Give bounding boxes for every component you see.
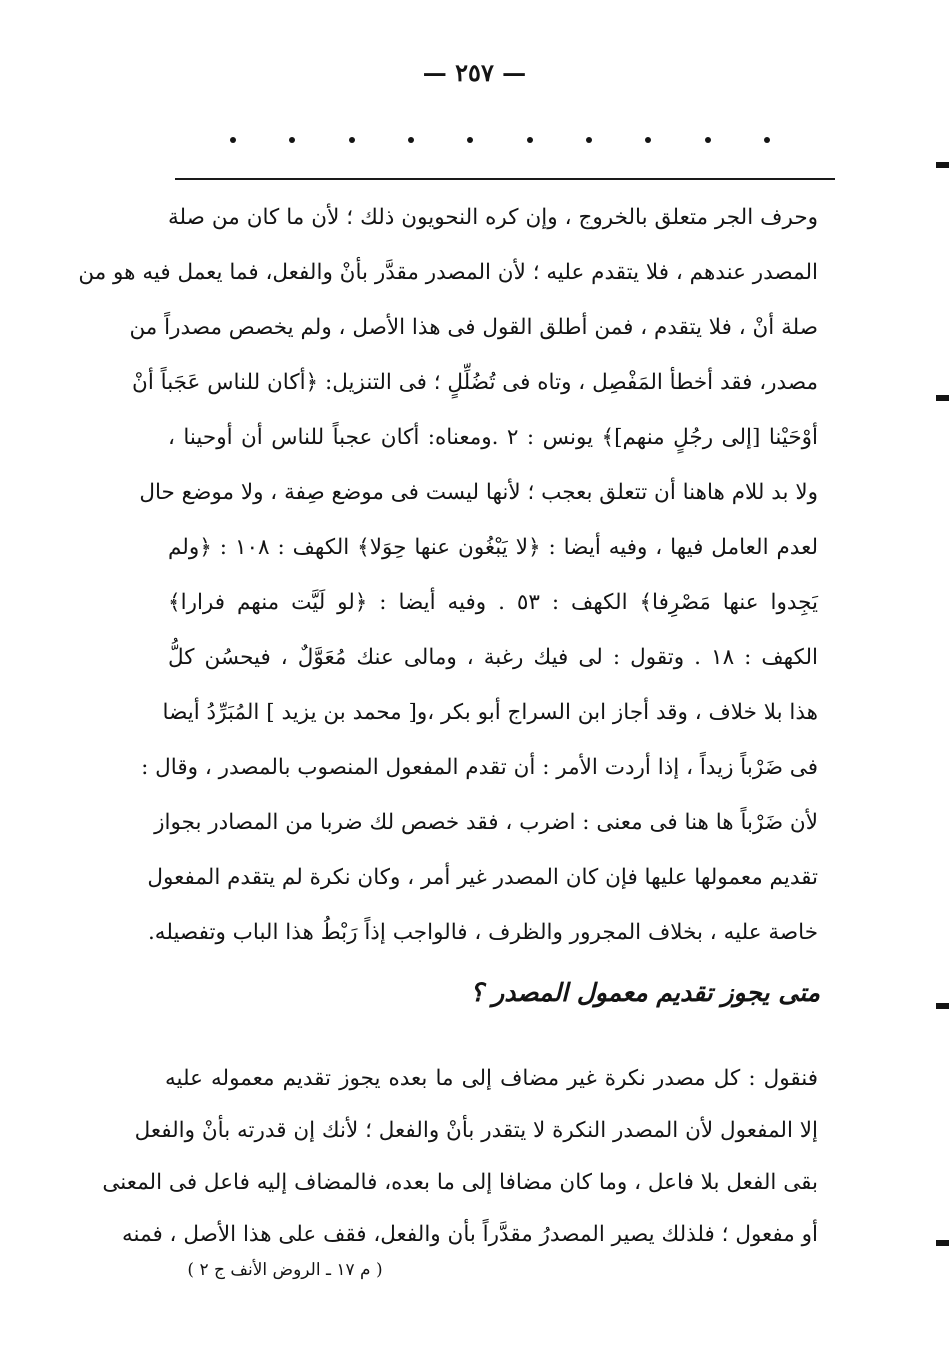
header-rule	[175, 178, 835, 180]
separator-dot	[467, 137, 473, 143]
text-line: وحرف الجر متعلق بالخروج ، وإن كره النحويون ذلك ؛ لأن ما كان من صلة	[168, 205, 818, 230]
text-line: أو مفعول ؛ فلذلك يصير المصدرُ مقدَّراً بأن والفعل، فقف على هذا الأصل ، فمنه	[122, 1222, 818, 1247]
margin-mark	[936, 395, 949, 401]
text-line: مصدر، فقد أخطأ المَفْصِل ، وتاه فى تُضُلِّلٍ ؛ فى التنزيل: ﴿أكان للناس عَجَباً أنْ	[132, 370, 818, 395]
margin-mark	[936, 1240, 949, 1246]
separator-dots	[230, 137, 770, 143]
text-line: إلا المفعول لأن المصدر النكرة لا يتقدر بأنْ والفعل ؛ لأنك إن قدرته بأنْ والفعل	[134, 1118, 818, 1143]
paragraph-2	[102, 1053, 818, 1261]
text-line: فنقول : كل مصدر نكرة غير مضاف إلى ما بعده يجوز تقديم معموله عليه	[165, 1066, 818, 1091]
separator-dot	[349, 137, 355, 143]
separator-dot	[764, 137, 770, 143]
separator-dot	[527, 137, 533, 143]
text-line: المصدر عندهم ، فلا يتقدم عليه ؛ لأن المصدر مقدَّر بأنْ والفعل، فما يعمل فيه هو من	[78, 260, 818, 285]
text-line: صلة أنْ ، فلا يتقدم ، فمن أطلق القول فى هذا الأصل ، ولم يخصص مصدراً من	[129, 315, 818, 340]
separator-dot	[586, 137, 592, 143]
text-line: الكهف : ١٨ . وتقول : لى فيك رغبة ، ومالى عنك مُعَوَّلٌ ، فيحسُن كلُّ	[168, 645, 818, 670]
footer-reference: ( م ١٧ ـ الروض الأنف ج ٢ )	[187, 1260, 383, 1280]
text-line: فى ضَرْباً زيداً ، إذا أردت الأمر : أن تقدم المفعول المنصوب بالمصدر ، وقال :	[141, 755, 818, 780]
text-line: بقى الفعل بلا فاعل ، وما كان مضافا إلى ما بعده، فالمضاف إليه فاعل فى المعنى	[102, 1170, 818, 1195]
text-line: لعدم العامل فيها ، وفيه أيضا : ﴿لا يَبْغُون عنها حِوَلا﴾ الكهف : ١٠٨ : ﴿ولم	[168, 535, 818, 560]
separator-dot	[705, 137, 711, 143]
separator-dot	[645, 137, 651, 143]
text-line: تقديم معمولها عليها فإن كان المصدر غير أمر ، وكان نكرة لم يتقدم المفعول	[147, 865, 818, 890]
margin-mark	[936, 162, 949, 168]
section-heading: متى يجوز تقديم معمول المصدر ؟	[470, 978, 820, 1007]
separator-dot	[408, 137, 414, 143]
paragraph-1	[78, 190, 818, 960]
text-line: يَجِدوا عنها مَصْرِفا﴾ الكهف : ٥٣ . وفيه أيضا : ﴿لو لَيَّت منهم فرارا﴾	[168, 590, 818, 615]
text-line: أوْحَيْنا [إلى رجُلٍ منهم]﴾ يونس : ٢ .ومعناه: أكان عجباً للناس أن أوحينا ،	[168, 425, 818, 450]
text-line: ولا بد للام هاهنا أن تتعلق بعجب ؛ لأنها ليست فى موضع صِفة ، ولا موضع حال	[139, 480, 818, 505]
text-line: لأن ضَرْباً ها هنا فى معنى : اضرب ، فقد خصص لك ضربا من المصادر بجواز	[154, 810, 818, 835]
text-line: هذا بلا خلاف ، وقد أجاز ابن السراج أبو بكر ،و[ محمد بن يزيد ] المُبَرِّدُ أيضا	[162, 700, 818, 725]
page-number: — ٢٥٧ —	[422, 58, 527, 87]
separator-dot	[230, 137, 236, 143]
separator-dot	[289, 137, 295, 143]
margin-mark	[936, 1003, 949, 1009]
text-line: خاصة عليه ، بخلاف المجرور والظرف ، فالواجب إذاً رَبْطُ هذا الباب وتفصيله.	[147, 920, 818, 945]
